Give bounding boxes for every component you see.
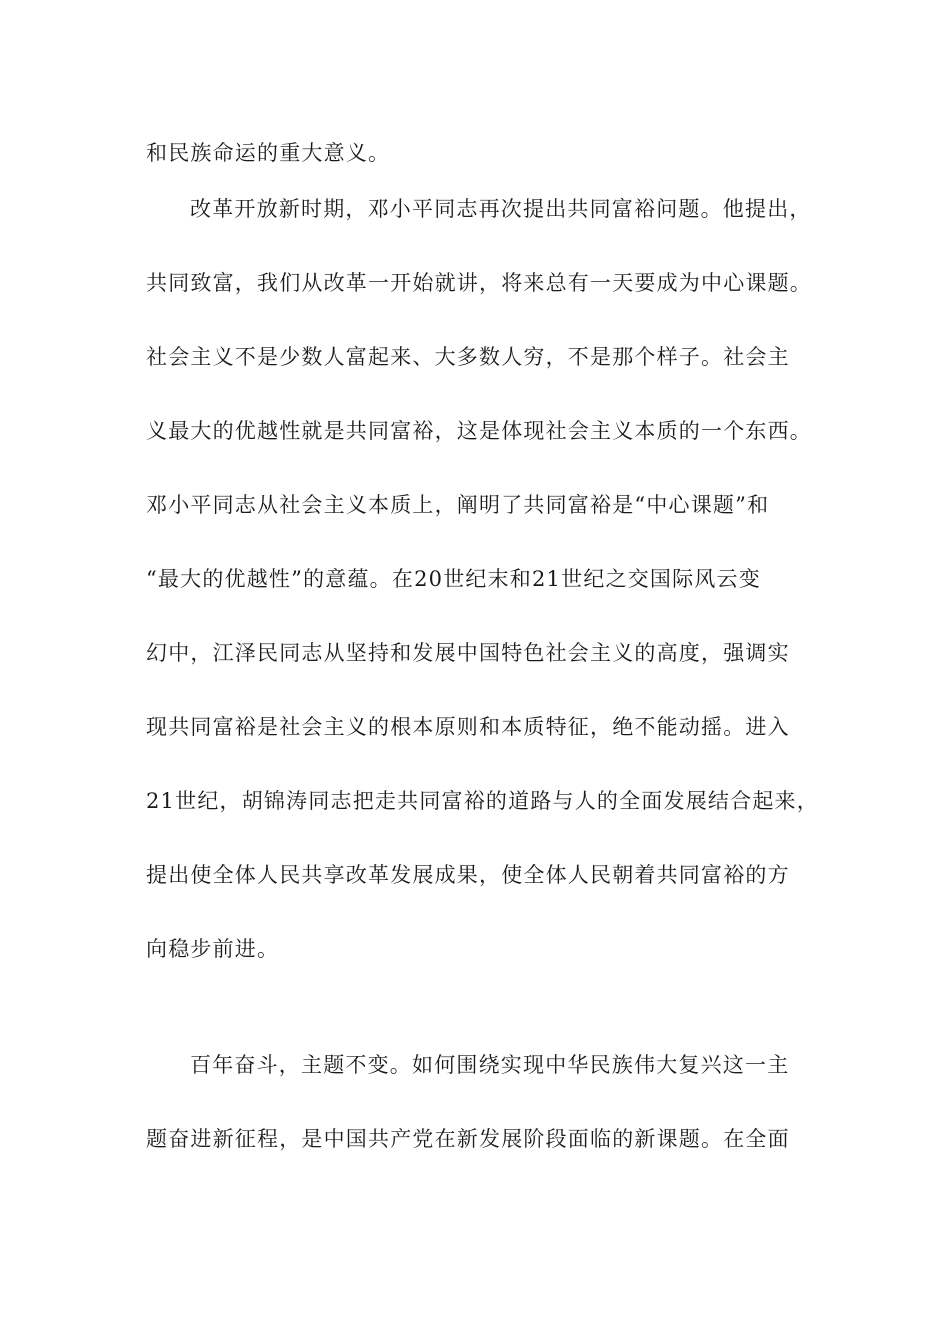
text-line: 邓小平同志从社会主义本质上，阐明了共同富裕是“中心课题”和 [146,493,770,517]
paragraph-first-line: 改革开放新时期，邓小平同志再次提出共同富裕问题。他提出， [190,197,812,221]
text-line: 现共同富裕是社会主义的根本原则和本质特征，绝不能动摇。进入 [146,715,790,739]
text-line: 和民族命运的重大意义。 [146,141,391,165]
text-line: 社会主义不是少数人富起来、大多数人穷，不是那个样子。社会主 [146,345,790,369]
text-line: 义最大的优越性就是共同富裕，这是体现社会主义本质的一个东西。 [146,419,812,443]
text-line: 向稳步前进。 [146,937,280,961]
text-line: 提出使全体人民共享改革发展成果，使全体人民朝着共同富裕的方 [146,863,790,887]
text-line: “最大的优越性”的意蕴。在20世纪末和21世纪之交国际风云变 [146,567,761,591]
text-line: 21世纪，胡锦涛同志把走共同富裕的道路与人的全面发展结合起来， [146,789,819,813]
text-line: 幻中，江泽民同志从坚持和发展中国特色社会主义的高度，强调实 [146,641,790,665]
text-line: 题奋进新征程，是中国共产党在新发展阶段面临的新课题。在全面 [146,1127,790,1151]
text-line: 共同致富，我们从改革一开始就讲，将来总有一天要成为中心课题。 [146,271,812,295]
paragraph-first-line: 百年奋斗，主题不变。如何围绕实现中华民族伟大复兴这一主 [190,1053,790,1077]
